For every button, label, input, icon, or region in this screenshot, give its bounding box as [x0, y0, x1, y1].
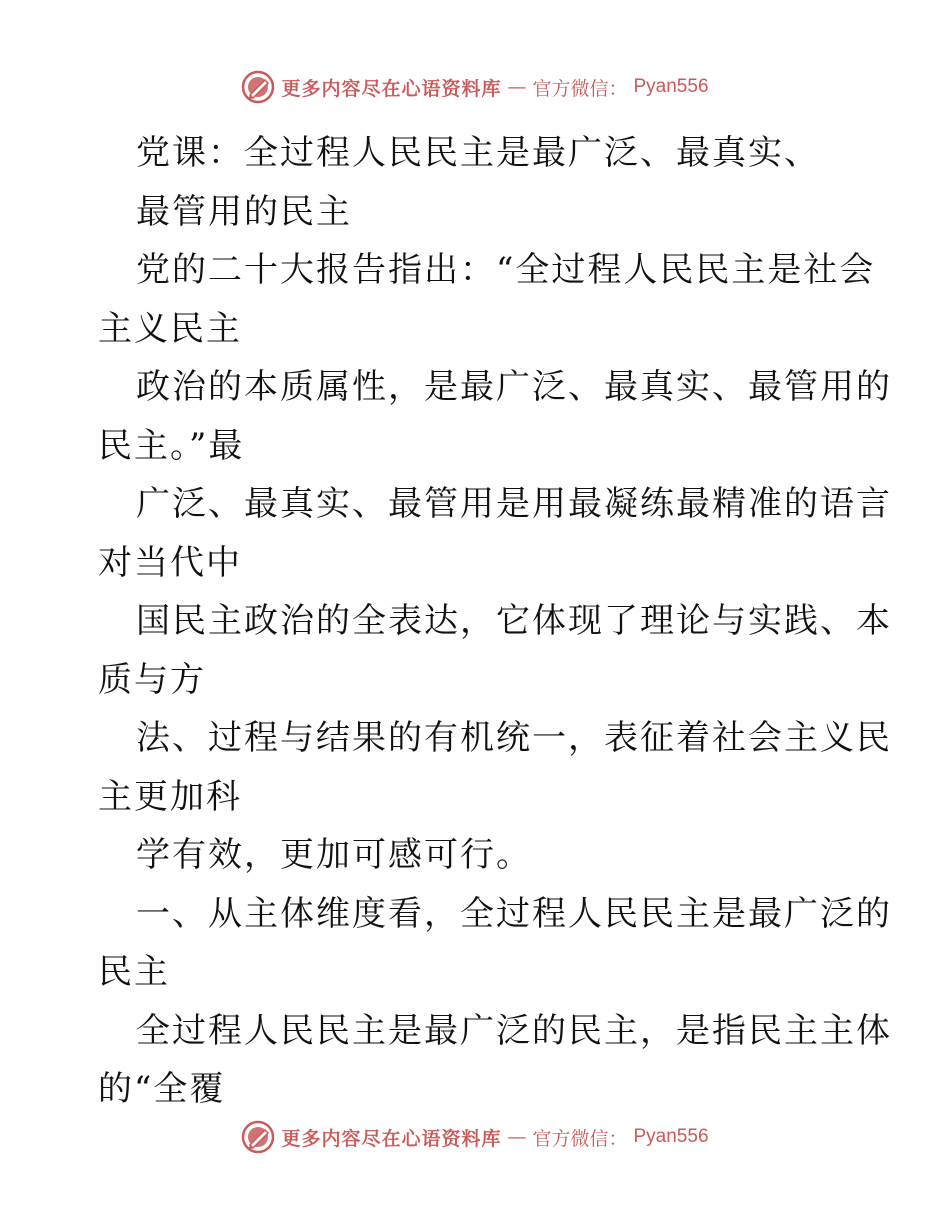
document-body [98, 124, 892, 1119]
pen-logo-icon [241, 1120, 275, 1154]
paragraph-line: 质与方 [98, 659, 206, 700]
section-heading-line: 一、从主体维度看，全过程人民民主是最广泛的 [136, 893, 892, 934]
paragraph-line: 国民主政治的全表达，它体现了理论与实践、本 [136, 601, 892, 641]
paragraph-line: 民主。”最 [98, 425, 245, 466]
paragraph-line: 全过程人民民主是最广泛的民主，是指民主主体 [136, 1010, 892, 1051]
footer-banner [0, 1120, 950, 1160]
header-banner [0, 70, 950, 110]
paragraph-line: 广泛、最真实、最管用是用最凝练最精准的语言 [136, 484, 892, 524]
banner-wechat-label: 官方微信： [532, 1127, 628, 1150]
paragraph-line: 政治的本质属性，是最广泛、最真实、最管用的 [136, 367, 892, 407]
paragraph-line: 党的二十大报告指出：“全过程人民民主是社会 [136, 250, 876, 290]
banner-dash: — [507, 76, 527, 98]
banner-wechat-id: Pyan556 [633, 1126, 709, 1147]
paragraph-line: 法、过程与结果的有机统一，表征着社会主义民 [136, 718, 892, 758]
paragraph-line: 主义民主 [98, 308, 242, 349]
banner-wechat-label: 官方微信： [532, 77, 628, 100]
paragraph-line: 主更加科 [98, 776, 242, 817]
paragraph-line: 的“全覆 [98, 1069, 226, 1109]
banner-site-text: 更多内容尽在心语资料库 [281, 1127, 502, 1150]
pen-logo-icon [241, 70, 275, 104]
paragraph-line: 学有效，更加可感可行。 [136, 835, 532, 875]
title-line-1: 党课：全过程人民民主是最广泛、最真实、 [136, 133, 820, 173]
paragraph-line: 对当代中 [98, 542, 242, 583]
banner-dash: — [507, 1126, 527, 1148]
banner-site-text: 更多内容尽在心语资料库 [281, 77, 502, 100]
section-heading-line: 民主 [98, 952, 170, 992]
title-line-2: 最管用的民主 [136, 191, 352, 232]
banner-wechat-id: Pyan556 [633, 76, 709, 97]
